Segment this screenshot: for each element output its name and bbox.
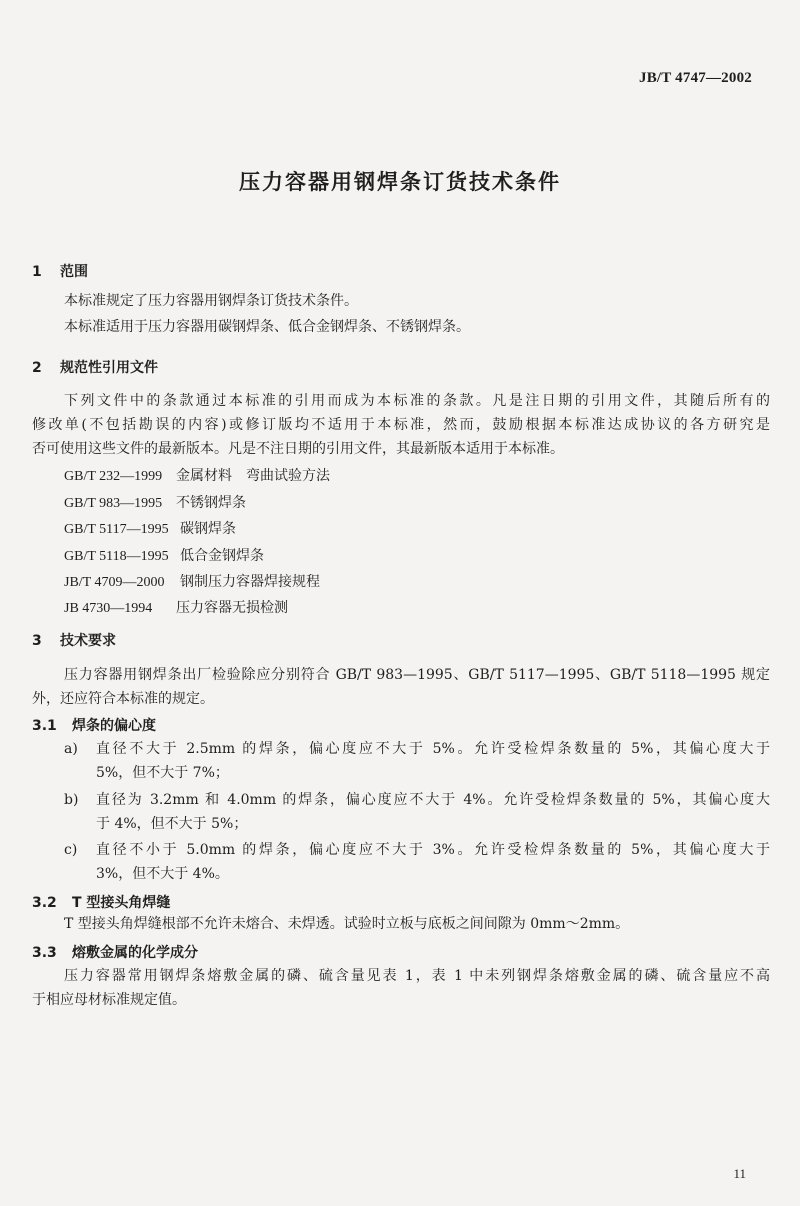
reference-code: GB/T 5117—1995 [64, 522, 169, 537]
reference-code: GB/T 5118—1995 [64, 549, 169, 564]
section-title: 技术要求 [60, 633, 116, 649]
reference-code: JB/T 4709—2000 [64, 575, 165, 590]
section-number: 3 [32, 633, 42, 649]
reference-code: GB/T 232—1999 [64, 469, 163, 484]
reference-title: 钢制压力容器焊接规程 [180, 574, 320, 590]
page-number: 11 [733, 1166, 746, 1181]
reference-item [64, 545, 264, 565]
subsection-3-2-heading [32, 892, 170, 912]
subsection-title: 熔敷金属的化学成分 [72, 945, 198, 961]
list-item-line-1: 直径为 3.2mm 和 4.0mm 的焊条，偏心度应不大于 4%。允许受检焊条数量的 5%，其偏心度大 [96, 792, 770, 808]
section-3-para-line-1: 压力容器用钢焊条出厂检验除应分别符合 GB/T 983—1995、GB/T 5117—1995、GB/T 5118—1995 规定 [64, 667, 770, 683]
subsection-3-3-heading [32, 942, 198, 962]
section-1-heading [32, 261, 88, 281]
list-item-line-2: 于 4%，但不大于 5%； [96, 816, 248, 832]
standard-code: JB/T 4747—2002 [639, 70, 752, 86]
reference-item [64, 597, 288, 617]
list-item-marker: c) [64, 842, 78, 858]
reference-title: 碳钢焊条 [180, 521, 236, 537]
section-number: 2 [32, 360, 42, 376]
list-item-line-1: 直径不小于 5.0mm 的焊条，偏心度应不大于 3%。允许受检焊条数量的 5%，其偏心度大于 [96, 842, 770, 858]
section-2-para-line-2: 修改单(不包括勘误的内容)或修订版均不适用于本标准，然而，鼓励根据本标准达成协议的各方研究是 [32, 417, 770, 433]
section-title: 规范性引用文件 [60, 360, 158, 376]
reference-item [64, 492, 246, 512]
reference-item [64, 571, 320, 591]
reference-title: 低合金钢焊条 [180, 548, 264, 564]
subsection-title: 焊条的偏心度 [72, 718, 156, 734]
list-item-marker: b) [64, 792, 79, 808]
reference-item [64, 465, 330, 485]
subsection-number: 3.2 [32, 895, 57, 911]
subsection-3-3-para-line-1: 压力容器常用钢焊条熔敷金属的磷、硫含量见表 1，表 1 中未列钢焊条熔敷金属的磷、硫含量应不高 [64, 968, 770, 984]
section-number: 1 [32, 264, 42, 280]
list-item-marker: a) [64, 741, 78, 757]
reference-code: JB 4730—1994 [64, 601, 153, 616]
subsection-number: 3.3 [32, 945, 57, 961]
reference-code: GB/T 983—1995 [64, 496, 163, 511]
reference-title: 金属材料 弯曲试验方法 [176, 468, 330, 484]
section-2-para-line-3: 否可使用这些文件的最新版本。凡是不注日期的引用文件，其最新版本适用于本标准。 [32, 441, 564, 457]
reference-title: 压力容器无损检测 [176, 600, 288, 616]
subsection-3-1-heading [32, 715, 156, 735]
list-item-line-2: 3%，但不大于 4%。 [96, 866, 229, 882]
section-1-line-1: 本标准规定了压力容器用钢焊条订货技术条件。 [64, 293, 358, 309]
section-3-para-line-2: 外，还应符合本标准的规定。 [32, 691, 214, 707]
document-title: 压力容器用钢焊条订货技术条件 [239, 170, 561, 194]
section-3-heading [32, 630, 116, 650]
list-item-line-1: 直径不大于 2.5mm 的焊条，偏心度应不大于 5%。允许受检焊条数量的 5%，其偏心度大于 [96, 741, 770, 757]
subsection-number: 3.1 [32, 718, 57, 734]
subsection-3-2-text: T 型接头角焊缝根部不允许未熔合、未焊透。试验时立板与底板之间间隙为 0mm～2mm。 [64, 916, 630, 932]
reference-title: 不锈钢焊条 [176, 495, 246, 511]
section-1-line-2: 本标准适用于压力容器用碳钢焊条、低合金钢焊条、不锈钢焊条。 [64, 319, 470, 335]
section-2-heading [32, 357, 158, 377]
list-item-line-2: 5%，但不大于 7%； [96, 765, 229, 781]
section-title: 范围 [60, 264, 88, 280]
subsection-title: T 型接头角焊缝 [72, 895, 171, 911]
reference-item [64, 518, 236, 538]
subsection-3-3-para-line-2: 于相应母材标准规定值。 [32, 992, 186, 1008]
section-2-para-line-1: 下列文件中的条款通过本标准的引用而成为本标准的条款。凡是注日期的引用文件，其随后所有的 [64, 393, 770, 409]
